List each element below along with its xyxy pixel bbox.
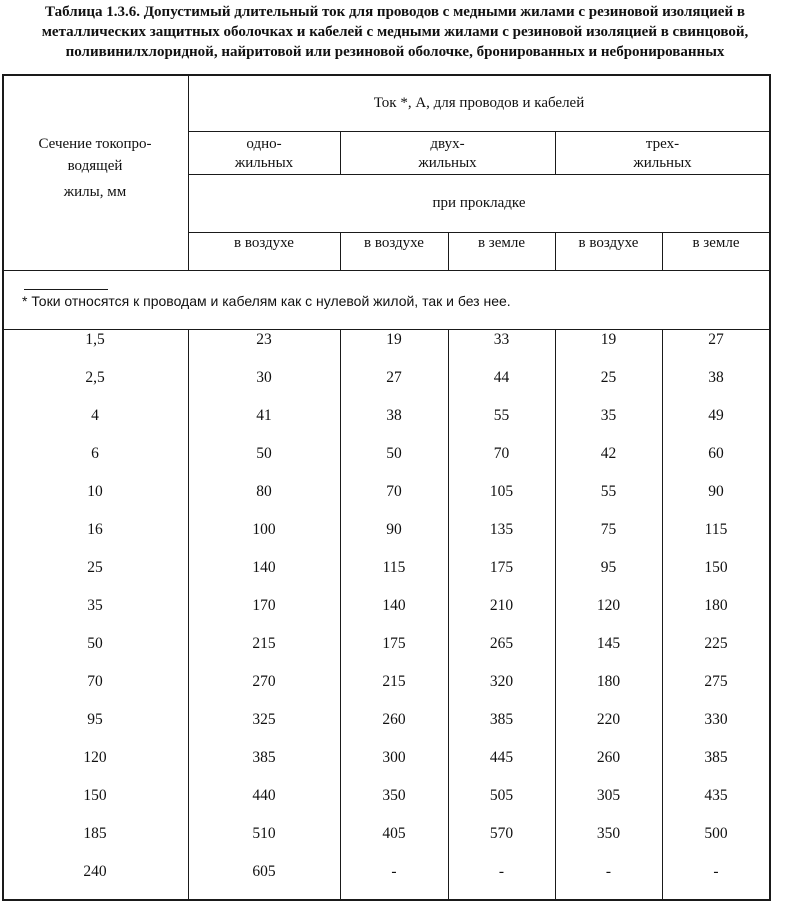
table-cell: 350 xyxy=(596,825,621,842)
table-cell: 115 xyxy=(704,521,728,538)
current-header: Ток *, А, для проводов и кабелей xyxy=(373,95,585,111)
table-cell: 90 xyxy=(708,483,724,500)
table-cell: 325 xyxy=(252,711,276,728)
single-core-line2: жильных xyxy=(234,155,294,171)
table-cell: 44 xyxy=(493,369,510,386)
table-cell: 180 xyxy=(596,673,621,690)
table-cell: 435 xyxy=(704,787,728,804)
table-cell: 75 xyxy=(600,521,617,538)
table-cell: 445 xyxy=(489,749,514,766)
table-cell: 150 xyxy=(704,559,728,576)
table-cell: 70 xyxy=(493,445,510,462)
table-cell: 320 xyxy=(489,673,514,690)
section-header-line2: водящей xyxy=(67,158,123,174)
row-section-cell: 120 xyxy=(83,749,107,766)
table-cell: 175 xyxy=(489,559,514,576)
table-cell: 145 xyxy=(596,635,621,652)
laying-header: при прокладке xyxy=(432,195,526,211)
table-cell: 42 xyxy=(600,445,617,462)
table-cell: 27 xyxy=(708,331,724,348)
table-border-top xyxy=(2,74,771,76)
table-cell: 215 xyxy=(382,673,406,690)
table-cell: - xyxy=(713,863,719,880)
table-cell: 220 xyxy=(596,711,621,728)
table-cell: 330 xyxy=(704,711,728,728)
table-cell: 505 xyxy=(489,787,514,804)
row-section-cell: 2,5 xyxy=(85,369,105,386)
table-cell: 215 xyxy=(252,635,276,652)
table-cell: 19 xyxy=(600,331,617,348)
table-cell: 120 xyxy=(596,597,621,614)
footnote-separator xyxy=(24,289,108,290)
table-cell: 95 xyxy=(600,559,617,576)
row-section-cell: 70 xyxy=(87,673,103,690)
table-cell: 41 xyxy=(256,407,272,424)
row-section-cell: 150 xyxy=(83,787,107,804)
table-cell: 70 xyxy=(386,483,402,500)
row-section-cell: 6 xyxy=(91,445,99,462)
section-header-line1: Сечение токопро- xyxy=(38,136,152,152)
table-cell: 38 xyxy=(708,369,724,386)
row-section-cell: 4 xyxy=(91,407,99,424)
table-cell: 270 xyxy=(252,673,276,690)
table-title: Таблица 1.3.6. Допустимый длительный ток для проводов с медными жилами с резиновой изоляцией в металлических защитных оболочках и кабелей с медными жилами с резиновой изоляцией в свинцовой, поливинилхлоридной, найритовой или резиновой оболочке, бронированных и небронированных xyxy=(41,4,749,60)
table-cell: 135 xyxy=(489,521,514,538)
table-cell: 385 xyxy=(252,749,276,766)
table-cell: 55 xyxy=(493,407,510,424)
subheader-air-2: в воздухе xyxy=(364,235,424,251)
table-cell: 500 xyxy=(704,825,728,842)
row-section-cell: 240 xyxy=(83,863,107,880)
table-cell: 260 xyxy=(596,749,621,766)
footnote-rule xyxy=(2,329,771,330)
table-cell: 405 xyxy=(382,825,406,842)
row-section-cell: 95 xyxy=(87,711,103,728)
table-cell: 140 xyxy=(252,559,276,576)
row-section-cell: 16 xyxy=(87,521,103,538)
single-core-line1: одно- xyxy=(246,136,282,152)
table-cell: 49 xyxy=(708,407,724,424)
table-cell: 305 xyxy=(596,787,621,804)
subheader-air-3: в воздухе xyxy=(578,235,639,251)
subheader-ground-2: в земле xyxy=(477,235,526,251)
table-cell: 440 xyxy=(252,787,276,804)
row-section-cell: 10 xyxy=(87,483,103,500)
table-cell: 27 xyxy=(386,369,402,386)
table-cell: 260 xyxy=(382,711,406,728)
table-cell: 30 xyxy=(256,369,272,386)
header-rule-2 xyxy=(188,174,770,175)
three-core-line2: жильных xyxy=(633,155,692,171)
table-cell: 90 xyxy=(386,521,402,538)
table-cell: 23 xyxy=(256,331,272,348)
table-cell: - xyxy=(391,863,397,880)
table-cell: 35 xyxy=(600,407,617,424)
row-section-cell: 35 xyxy=(87,597,103,614)
table-cell: 140 xyxy=(382,597,406,614)
table-cell: - xyxy=(498,863,505,880)
table-cell: - xyxy=(605,863,612,880)
table-cell: 50 xyxy=(386,445,402,462)
table-cell: 170 xyxy=(252,597,276,614)
footnote-text: * Токи относятся к проводам и кабелям как с нулевой жилой, так и без нее. xyxy=(22,293,511,309)
table-cell: 100 xyxy=(252,521,276,538)
table-cell: 605 xyxy=(252,863,276,880)
table-cell: 25 xyxy=(600,369,617,386)
table-cell: 510 xyxy=(252,825,276,842)
table-cell: 50 xyxy=(256,445,272,462)
header-rule-4 xyxy=(2,270,771,271)
table-cell: 175 xyxy=(382,635,406,652)
table-cell: 19 xyxy=(386,331,402,348)
table-cell: 33 xyxy=(493,331,510,348)
table-cell: 38 xyxy=(386,407,402,424)
subheader-air-1: в воздухе xyxy=(234,235,294,251)
table-cell: 80 xyxy=(256,483,272,500)
table-cell: 210 xyxy=(489,597,514,614)
table-border-bottom xyxy=(2,899,771,901)
table-cell: 105 xyxy=(489,483,514,500)
table-cell: 265 xyxy=(489,635,514,652)
subheader-ground-3: в земле xyxy=(692,235,740,251)
table-cell: 385 xyxy=(489,711,514,728)
table-cell: 570 xyxy=(489,825,514,842)
table-cell: 300 xyxy=(382,749,406,766)
header-rule-3 xyxy=(188,232,770,233)
table-cell: 115 xyxy=(382,559,406,576)
table-cell: 225 xyxy=(704,635,728,652)
header-rule-1 xyxy=(188,131,770,132)
table-cell: 55 xyxy=(600,483,617,500)
row-section-cell: 50 xyxy=(87,635,103,652)
row-section-cell: 25 xyxy=(87,559,103,576)
table-cell: 180 xyxy=(704,597,728,614)
table-cell: 275 xyxy=(704,673,728,690)
two-core-line1: двух- xyxy=(430,136,465,152)
three-core-line1: трех- xyxy=(645,136,680,152)
row-section-cell: 1,5 xyxy=(85,331,105,348)
two-core-line2: жильных xyxy=(418,155,477,171)
table-cell: 350 xyxy=(382,787,406,804)
table-cell: 385 xyxy=(704,749,728,766)
table-cell: 60 xyxy=(708,445,724,462)
section-header-line3: жилы, мм xyxy=(63,184,127,200)
row-section-cell: 185 xyxy=(83,825,107,842)
